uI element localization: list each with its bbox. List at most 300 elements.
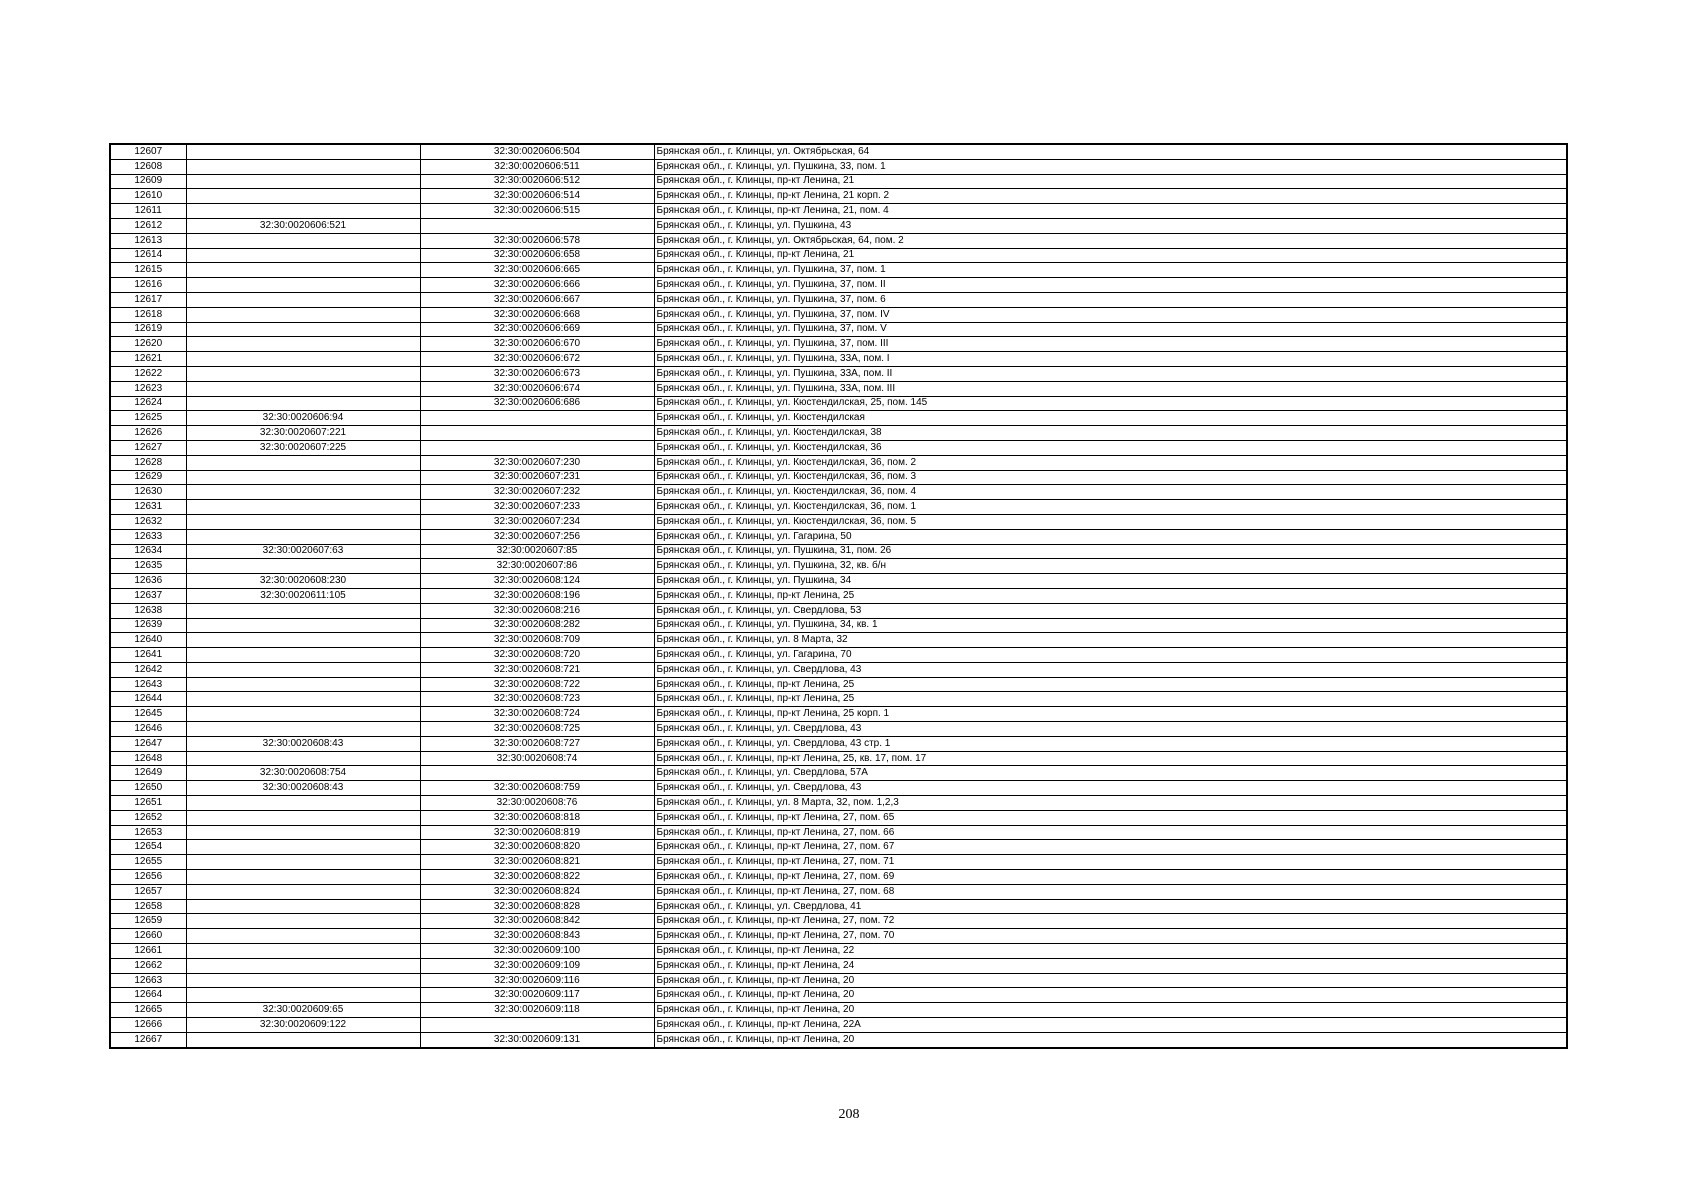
parcel-number-cell [186, 485, 420, 500]
address-cell: Брянская обл., г. Клинцы, ул. Пушкина, 37, пом. II [654, 278, 1567, 293]
row-number-cell: 12643 [110, 677, 186, 692]
table-row [110, 500, 1567, 515]
object-number-cell: 32:30:0020608:216 [420, 603, 654, 618]
parcel-number-cell [186, 144, 420, 159]
address-cell: Брянская обл., г. Клинцы, пр-кт Ленина, 27, пом. 65 [654, 810, 1567, 825]
object-number-cell: 32:30:0020606:658 [420, 248, 654, 263]
table-row [110, 514, 1567, 529]
row-number-cell: 12652 [110, 810, 186, 825]
parcel-number-cell [186, 751, 420, 766]
address-cell: Брянская обл., г. Клинцы, ул. Пушкина, 33А, пом. II [654, 366, 1567, 381]
object-number-cell: 32:30:0020606:578 [420, 233, 654, 248]
object-number-cell: 32:30:0020609:116 [420, 973, 654, 988]
table-row [110, 840, 1567, 855]
object-number-cell: 32:30:0020607:233 [420, 500, 654, 515]
table-row [110, 958, 1567, 973]
parcel-number-cell [186, 233, 420, 248]
object-number-cell: 32:30:0020606:686 [420, 396, 654, 411]
parcel-number-cell [186, 677, 420, 692]
parcel-number-cell: 32:30:0020609:65 [186, 1003, 420, 1018]
table-row [110, 292, 1567, 307]
object-number-cell: 32:30:0020606:667 [420, 292, 654, 307]
parcel-number-cell [186, 514, 420, 529]
registry-table [109, 143, 1568, 1049]
parcel-number-cell [186, 529, 420, 544]
parcel-number-cell: 32:30:0020608:43 [186, 781, 420, 796]
address-cell: Брянская обл., г. Клинцы, ул. 8 Марта, 32 [654, 633, 1567, 648]
table-row [110, 144, 1567, 159]
object-number-cell: 32:30:0020609:100 [420, 944, 654, 959]
object-number-cell: 32:30:0020606:673 [420, 366, 654, 381]
parcel-number-cell [186, 1032, 420, 1047]
row-number-cell: 12610 [110, 189, 186, 204]
table-row [110, 426, 1567, 441]
object-number-cell: 32:30:0020608:843 [420, 929, 654, 944]
address-cell: Брянская обл., г. Клинцы, пр-кт Ленина, 22А [654, 1018, 1567, 1033]
parcel-number-cell [186, 796, 420, 811]
row-number-cell: 12635 [110, 559, 186, 574]
row-number-cell: 12615 [110, 263, 186, 278]
page-number: 208 [838, 1107, 860, 1122]
table-row [110, 1032, 1567, 1047]
row-number-cell: 12622 [110, 366, 186, 381]
row-number-cell: 12637 [110, 588, 186, 603]
parcel-number-cell [186, 973, 420, 988]
row-number-cell: 12631 [110, 500, 186, 515]
parcel-number-cell [186, 899, 420, 914]
parcel-number-cell: 32:30:0020608:43 [186, 736, 420, 751]
row-number-cell: 12641 [110, 648, 186, 663]
object-number-cell: 32:30:0020608:824 [420, 884, 654, 899]
object-number-cell: 32:30:0020607:85 [420, 544, 654, 559]
parcel-number-cell [186, 840, 420, 855]
object-number-cell [420, 411, 654, 426]
object-number-cell: 32:30:0020608:124 [420, 574, 654, 589]
address-cell: Брянская обл., г. Клинцы, пр-кт Ленина, 21 [654, 174, 1567, 189]
parcel-number-cell [186, 810, 420, 825]
parcel-number-cell [186, 825, 420, 840]
table-row [110, 455, 1567, 470]
address-cell: Брянская обл., г. Клинцы, пр-кт Ленина, 27, пом. 71 [654, 855, 1567, 870]
parcel-number-cell: 32:30:0020609:122 [186, 1018, 420, 1033]
object-number-cell: 32:30:0020608:721 [420, 662, 654, 677]
row-number-cell: 12656 [110, 870, 186, 885]
parcel-number-cell: 32:30:0020606:521 [186, 218, 420, 233]
object-number-cell: 32:30:0020609:131 [420, 1032, 654, 1047]
table-row [110, 278, 1567, 293]
address-cell: Брянская обл., г. Клинцы, пр-кт Ленина, 27, пом. 66 [654, 825, 1567, 840]
table-row [110, 633, 1567, 648]
table-row [110, 944, 1567, 959]
address-cell: Брянская обл., г. Клинцы, ул. Кюстендилская, 25, пом. 145 [654, 396, 1567, 411]
address-cell: Брянская обл., г. Клинцы, ул. Свердлова, 43 [654, 722, 1567, 737]
address-cell: Брянская обл., г. Клинцы, ул. Пушкина, 37, пом. III [654, 337, 1567, 352]
row-number-cell: 12654 [110, 840, 186, 855]
address-cell: Брянская обл., г. Клинцы, ул. Пушкина, 33А, пом. I [654, 352, 1567, 367]
table-row [110, 588, 1567, 603]
table-row [110, 988, 1567, 1003]
table-row [110, 736, 1567, 751]
row-number-cell: 12636 [110, 574, 186, 589]
table-row [110, 396, 1567, 411]
object-number-cell: 32:30:0020606:670 [420, 337, 654, 352]
table-row [110, 677, 1567, 692]
address-cell: Брянская обл., г. Клинцы, ул. Пушкина, 37, пом. IV [654, 307, 1567, 322]
parcel-number-cell [186, 648, 420, 663]
table-row [110, 766, 1567, 781]
parcel-number-cell: 32:30:0020607:221 [186, 426, 420, 441]
row-number-cell: 12627 [110, 440, 186, 455]
row-number-cell: 12665 [110, 1003, 186, 1018]
object-number-cell: 32:30:0020607:256 [420, 529, 654, 544]
address-cell: Брянская обл., г. Клинцы, ул. Кюстендилская, 36, пом. 1 [654, 500, 1567, 515]
address-cell: Брянская обл., г. Клинцы, ул. Кюстендилская [654, 411, 1567, 426]
row-number-cell: 12644 [110, 692, 186, 707]
row-number-cell: 12640 [110, 633, 186, 648]
address-cell: Брянская обл., г. Клинцы, ул. Кюстендилская, 36, пом. 4 [654, 485, 1567, 500]
address-cell: Брянская обл., г. Клинцы, пр-кт Ленина, 25 [654, 677, 1567, 692]
address-cell: Брянская обл., г. Клинцы, пр-кт Ленина, 27, пом. 67 [654, 840, 1567, 855]
row-number-cell: 12658 [110, 899, 186, 914]
table-row [110, 337, 1567, 352]
object-number-cell: 32:30:0020606:665 [420, 263, 654, 278]
address-cell: Брянская обл., г. Клинцы, ул. Свердлова, 43 [654, 781, 1567, 796]
table-row [110, 248, 1567, 263]
object-number-cell: 32:30:0020608:724 [420, 707, 654, 722]
table-row [110, 189, 1567, 204]
parcel-number-cell [186, 189, 420, 204]
parcel-number-cell: 32:30:0020607:63 [186, 544, 420, 559]
parcel-number-cell [186, 722, 420, 737]
address-cell: Брянская обл., г. Клинцы, ул. Кюстендилская, 36, пом. 3 [654, 470, 1567, 485]
table-row [110, 810, 1567, 825]
parcel-number-cell [186, 159, 420, 174]
parcel-number-cell: 32:30:0020611:105 [186, 588, 420, 603]
row-number-cell: 12659 [110, 914, 186, 929]
row-number-cell: 12650 [110, 781, 186, 796]
row-number-cell: 12609 [110, 174, 186, 189]
table-row [110, 914, 1567, 929]
row-number-cell: 12655 [110, 855, 186, 870]
table-row [110, 692, 1567, 707]
table-row [110, 352, 1567, 367]
row-number-cell: 12646 [110, 722, 186, 737]
address-cell: Брянская обл., г. Клинцы, пр-кт Ленина, 20 [654, 1032, 1567, 1047]
row-number-cell: 12624 [110, 396, 186, 411]
object-number-cell: 32:30:0020607:234 [420, 514, 654, 529]
address-cell: Брянская обл., г. Клинцы, ул. Кюстендилская, 36 [654, 440, 1567, 455]
table-row [110, 485, 1567, 500]
row-number-cell: 12638 [110, 603, 186, 618]
row-number-cell: 12648 [110, 751, 186, 766]
row-number-cell: 12633 [110, 529, 186, 544]
parcel-number-cell [186, 929, 420, 944]
table-row [110, 440, 1567, 455]
object-number-cell: 32:30:0020608:842 [420, 914, 654, 929]
parcel-number-cell [186, 292, 420, 307]
row-number-cell: 12661 [110, 944, 186, 959]
parcel-number-cell [186, 366, 420, 381]
table-row [110, 870, 1567, 885]
object-number-cell: 32:30:0020609:117 [420, 988, 654, 1003]
parcel-number-cell [186, 692, 420, 707]
object-number-cell: 32:30:0020608:723 [420, 692, 654, 707]
row-number-cell: 12616 [110, 278, 186, 293]
parcel-number-cell [186, 914, 420, 929]
object-number-cell: 32:30:0020606:514 [420, 189, 654, 204]
row-number-cell: 12667 [110, 1032, 186, 1047]
row-number-cell: 12626 [110, 426, 186, 441]
row-number-cell: 12617 [110, 292, 186, 307]
parcel-number-cell [186, 500, 420, 515]
parcel-number-cell [186, 855, 420, 870]
address-cell: Брянская обл., г. Клинцы, пр-кт Ленина, 22 [654, 944, 1567, 959]
object-number-cell: 32:30:0020608:282 [420, 618, 654, 633]
object-number-cell: 32:30:0020606:515 [420, 204, 654, 219]
parcel-number-cell [186, 884, 420, 899]
table-row [110, 662, 1567, 677]
address-cell: Брянская обл., г. Клинцы, ул. Свердлова, 43 [654, 662, 1567, 677]
parcel-number-cell [186, 248, 420, 263]
parcel-number-cell [186, 870, 420, 885]
object-number-cell: 32:30:0020608:196 [420, 588, 654, 603]
table-row [110, 559, 1567, 574]
object-number-cell [420, 426, 654, 441]
address-cell: Брянская обл., г. Клинцы, ул. Пушкина, 34 [654, 574, 1567, 589]
address-cell: Брянская обл., г. Клинцы, пр-кт Ленина, 27, пом. 72 [654, 914, 1567, 929]
row-number-cell: 12632 [110, 514, 186, 529]
row-number-cell: 12645 [110, 707, 186, 722]
object-number-cell [420, 440, 654, 455]
object-number-cell: 32:30:0020606:674 [420, 381, 654, 396]
address-cell: Брянская обл., г. Клинцы, ул. 8 Марта, 32, пом. 1,2,3 [654, 796, 1567, 811]
address-cell: Брянская обл., г. Клинцы, пр-кт Ленина, 20 [654, 1003, 1567, 1018]
table-row [110, 751, 1567, 766]
row-number-cell: 12657 [110, 884, 186, 899]
parcel-number-cell [186, 559, 420, 574]
table-row [110, 973, 1567, 988]
parcel-number-cell [186, 307, 420, 322]
row-number-cell: 12660 [110, 929, 186, 944]
row-number-cell: 12649 [110, 766, 186, 781]
address-cell: Брянская обл., г. Клинцы, пр-кт Ленина, 20 [654, 988, 1567, 1003]
row-number-cell: 12619 [110, 322, 186, 337]
row-number-cell: 12629 [110, 470, 186, 485]
row-number-cell: 12651 [110, 796, 186, 811]
parcel-number-cell [186, 633, 420, 648]
row-number-cell: 12613 [110, 233, 186, 248]
row-number-cell: 12630 [110, 485, 186, 500]
object-number-cell: 32:30:0020608:725 [420, 722, 654, 737]
table-row [110, 529, 1567, 544]
table-row [110, 381, 1567, 396]
address-cell: Брянская обл., г. Клинцы, ул. Кюстендилская, 36, пом. 2 [654, 455, 1567, 470]
address-cell: Брянская обл., г. Клинцы, пр-кт Ленина, 27, пом. 68 [654, 884, 1567, 899]
table-row [110, 796, 1567, 811]
parcel-number-cell [186, 988, 420, 1003]
address-cell: Брянская обл., г. Клинцы, пр-кт Ленина, 25, кв. 17, пом. 17 [654, 751, 1567, 766]
registry-table-body [110, 144, 1567, 1048]
address-cell: Брянская обл., г. Клинцы, ул. Свердлова, 41 [654, 899, 1567, 914]
row-number-cell: 12647 [110, 736, 186, 751]
object-number-cell [420, 218, 654, 233]
table-row [110, 855, 1567, 870]
parcel-number-cell [186, 618, 420, 633]
table-row [110, 366, 1567, 381]
object-number-cell: 32:30:0020608:820 [420, 840, 654, 855]
parcel-number-cell [186, 174, 420, 189]
row-number-cell: 12664 [110, 988, 186, 1003]
object-number-cell: 32:30:0020608:720 [420, 648, 654, 663]
row-number-cell: 12642 [110, 662, 186, 677]
object-number-cell: 32:30:0020609:118 [420, 1003, 654, 1018]
row-number-cell: 12620 [110, 337, 186, 352]
address-cell: Брянская обл., г. Клинцы, ул. Пушкина, 34, кв. 1 [654, 618, 1567, 633]
address-cell: Брянская обл., г. Клинцы, ул. Свердлова, 53 [654, 603, 1567, 618]
table-row [110, 1003, 1567, 1018]
row-number-cell: 12666 [110, 1018, 186, 1033]
object-number-cell: 32:30:0020608:819 [420, 825, 654, 840]
object-number-cell: 32:30:0020608:818 [420, 810, 654, 825]
row-number-cell: 12608 [110, 159, 186, 174]
object-number-cell: 32:30:0020608:74 [420, 751, 654, 766]
object-number-cell: 32:30:0020607:230 [420, 455, 654, 470]
table-row [110, 781, 1567, 796]
object-number-cell: 32:30:0020607:232 [420, 485, 654, 500]
table-row [110, 470, 1567, 485]
parcel-number-cell [186, 603, 420, 618]
object-number-cell: 32:30:0020608:727 [420, 736, 654, 751]
row-number-cell: 12623 [110, 381, 186, 396]
table-row [110, 825, 1567, 840]
address-cell: Брянская обл., г. Клинцы, пр-кт Ленина, 21 [654, 248, 1567, 263]
parcel-number-cell [186, 263, 420, 278]
parcel-number-cell [186, 322, 420, 337]
object-number-cell: 32:30:0020606:511 [420, 159, 654, 174]
parcel-number-cell [186, 278, 420, 293]
table-row [110, 899, 1567, 914]
address-cell: Брянская обл., г. Клинцы, ул. Гагарина, 70 [654, 648, 1567, 663]
table-row [110, 603, 1567, 618]
object-number-cell: 32:30:0020608:822 [420, 870, 654, 885]
row-number-cell: 12653 [110, 825, 186, 840]
address-cell: Брянская обл., г. Клинцы, ул. Пушкина, 31, пом. 26 [654, 544, 1567, 559]
object-number-cell: 32:30:0020606:512 [420, 174, 654, 189]
row-number-cell: 12625 [110, 411, 186, 426]
table-row [110, 233, 1567, 248]
object-number-cell: 32:30:0020606:672 [420, 352, 654, 367]
parcel-number-cell [186, 662, 420, 677]
parcel-number-cell: 32:30:0020607:225 [186, 440, 420, 455]
table-row [110, 574, 1567, 589]
object-number-cell: 32:30:0020607:86 [420, 559, 654, 574]
address-cell: Брянская обл., г. Клинцы, ул. Пушкина, 37, пом. 1 [654, 263, 1567, 278]
address-cell: Брянская обл., г. Клинцы, пр-кт Ленина, 21 корп. 2 [654, 189, 1567, 204]
address-cell: Брянская обл., г. Клинцы, ул. Пушкина, 37, пом. V [654, 322, 1567, 337]
table-row [110, 204, 1567, 219]
table-row [110, 544, 1567, 559]
parcel-number-cell: 32:30:0020608:230 [186, 574, 420, 589]
address-cell: Брянская обл., г. Клинцы, ул. Пушкина, 32, кв. б/н [654, 559, 1567, 574]
table-row [110, 722, 1567, 737]
address-cell: Брянская обл., г. Клинцы, ул. Пушкина, 43 [654, 218, 1567, 233]
table-row [110, 618, 1567, 633]
address-cell: Брянская обл., г. Клинцы, пр-кт Ленина, 25 [654, 692, 1567, 707]
object-number-cell [420, 1018, 654, 1033]
address-cell: Брянская обл., г. Клинцы, пр-кт Ленина, 27, пом. 70 [654, 929, 1567, 944]
table-row [110, 411, 1567, 426]
table-row [110, 884, 1567, 899]
row-number-cell: 12618 [110, 307, 186, 322]
address-cell: Брянская обл., г. Клинцы, пр-кт Ленина, 27, пом. 69 [654, 870, 1567, 885]
row-number-cell: 12614 [110, 248, 186, 263]
address-cell: Брянская обл., г. Клинцы, ул. Свердлова, 57А [654, 766, 1567, 781]
address-cell: Брянская обл., г. Клинцы, ул. Пушкина, 33А, пом. III [654, 381, 1567, 396]
address-cell: Брянская обл., г. Клинцы, ул. Гагарина, 50 [654, 529, 1567, 544]
address-cell: Брянская обл., г. Клинцы, ул. Кюстендилская, 36, пом. 5 [654, 514, 1567, 529]
object-number-cell: 32:30:0020607:231 [420, 470, 654, 485]
parcel-number-cell [186, 944, 420, 959]
address-cell: Брянская обл., г. Клинцы, ул. Пушкина, 33, пом. 1 [654, 159, 1567, 174]
address-cell: Брянская обл., г. Клинцы, пр-кт Ленина, 24 [654, 958, 1567, 973]
table-row [110, 648, 1567, 663]
row-number-cell: 12639 [110, 618, 186, 633]
table-row [110, 929, 1567, 944]
address-cell: Брянская обл., г. Клинцы, пр-кт Ленина, 21, пом. 4 [654, 204, 1567, 219]
table-row [110, 174, 1567, 189]
table-row [110, 159, 1567, 174]
address-cell: Брянская обл., г. Клинцы, ул. Кюстендилская, 38 [654, 426, 1567, 441]
address-cell: Брянская обл., г. Клинцы, ул. Октябрьская, 64, пом. 2 [654, 233, 1567, 248]
parcel-number-cell [186, 337, 420, 352]
parcel-number-cell [186, 958, 420, 973]
parcel-number-cell [186, 396, 420, 411]
row-number-cell: 12607 [110, 144, 186, 159]
table-row [110, 307, 1567, 322]
object-number-cell: 32:30:0020606:669 [420, 322, 654, 337]
parcel-number-cell [186, 352, 420, 367]
parcel-number-cell [186, 470, 420, 485]
table-row [110, 263, 1567, 278]
object-number-cell: 32:30:0020606:666 [420, 278, 654, 293]
object-number-cell: 32:30:0020609:109 [420, 958, 654, 973]
parcel-number-cell: 32:30:0020606:94 [186, 411, 420, 426]
row-number-cell: 12663 [110, 973, 186, 988]
object-number-cell: 32:30:0020608:709 [420, 633, 654, 648]
object-number-cell: 32:30:0020606:504 [420, 144, 654, 159]
parcel-number-cell [186, 707, 420, 722]
object-number-cell: 32:30:0020608:821 [420, 855, 654, 870]
object-number-cell: 32:30:0020608:759 [420, 781, 654, 796]
table-row [110, 707, 1567, 722]
object-number-cell: 32:30:0020608:828 [420, 899, 654, 914]
address-cell: Брянская обл., г. Клинцы, пр-кт Ленина, 20 [654, 973, 1567, 988]
address-cell: Брянская обл., г. Клинцы, пр-кт Ленина, 25 [654, 588, 1567, 603]
object-number-cell: 32:30:0020608:722 [420, 677, 654, 692]
parcel-number-cell [186, 455, 420, 470]
address-cell: Брянская обл., г. Клинцы, ул. Пушкина, 37, пом. 6 [654, 292, 1567, 307]
row-number-cell: 12662 [110, 958, 186, 973]
object-number-cell: 32:30:0020608:76 [420, 796, 654, 811]
address-cell: Брянская обл., г. Клинцы, пр-кт Ленина, 25 корп. 1 [654, 707, 1567, 722]
object-number-cell: 32:30:0020606:668 [420, 307, 654, 322]
parcel-number-cell: 32:30:0020608:754 [186, 766, 420, 781]
row-number-cell: 12634 [110, 544, 186, 559]
row-number-cell: 12628 [110, 455, 186, 470]
object-number-cell [420, 766, 654, 781]
parcel-number-cell [186, 381, 420, 396]
table-row [110, 218, 1567, 233]
